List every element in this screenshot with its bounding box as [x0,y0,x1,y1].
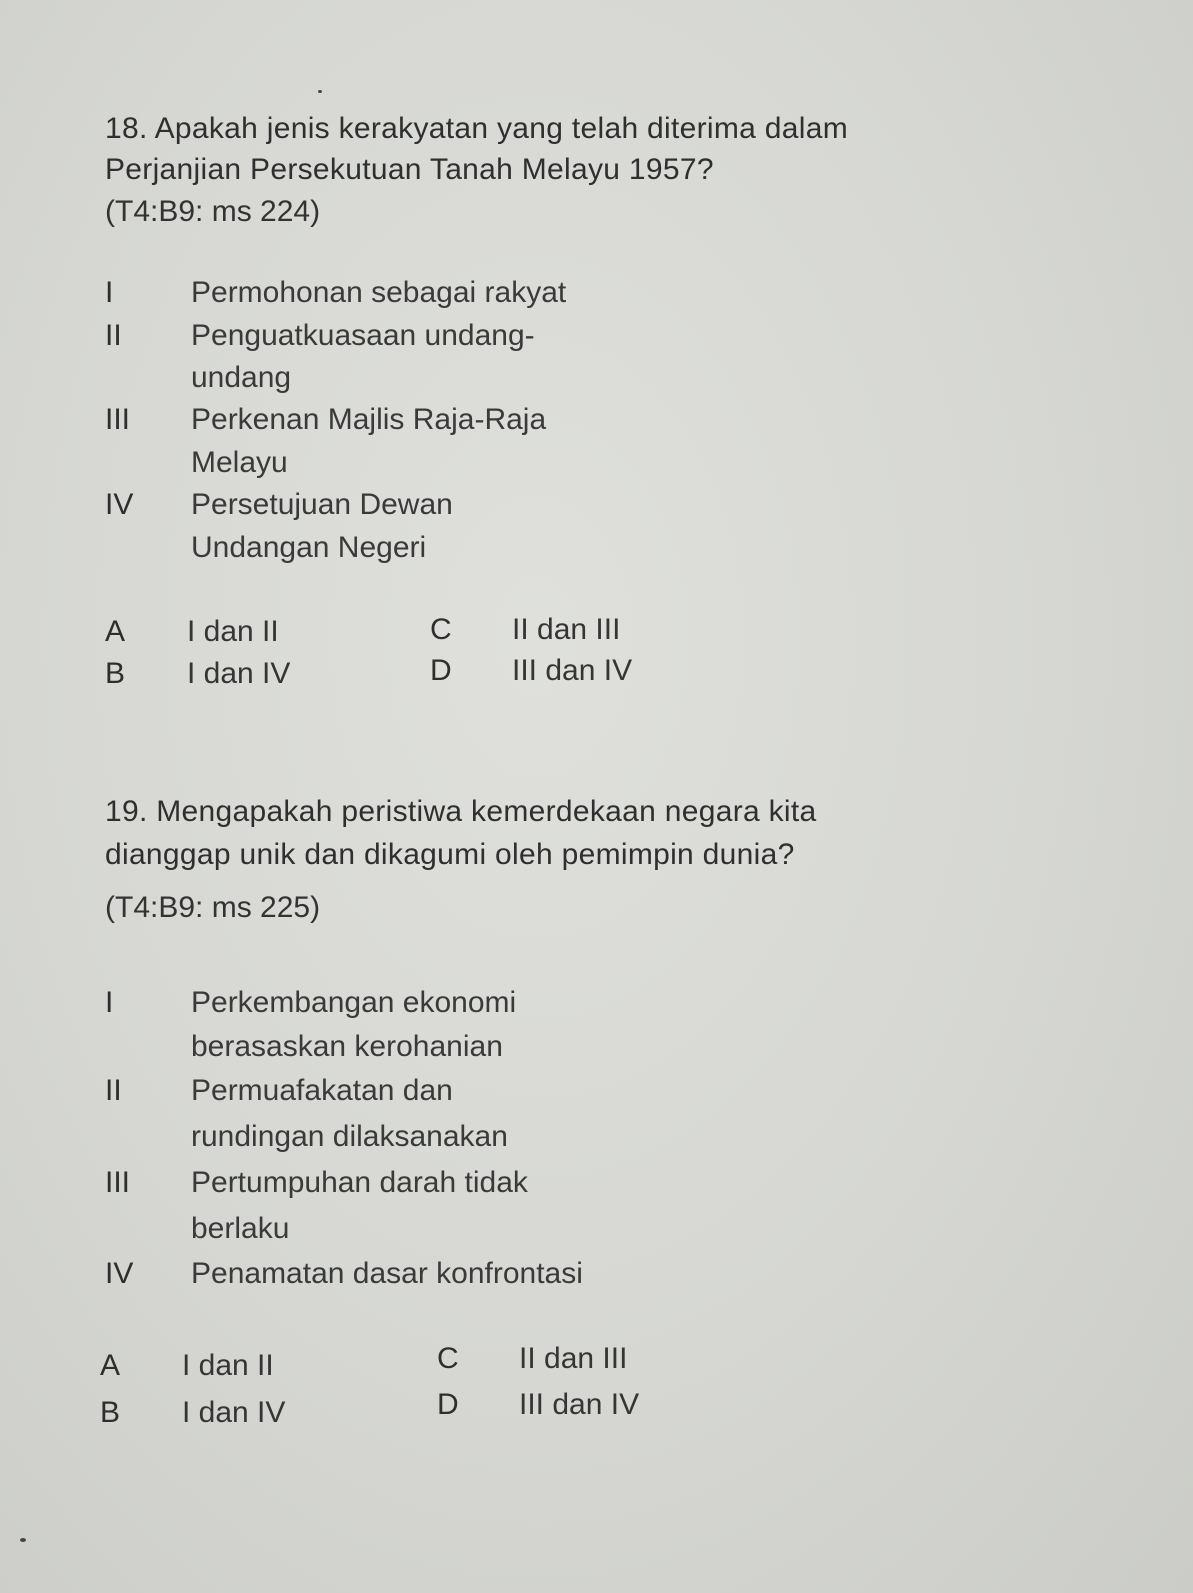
question-18-reference: (T4:B9: ms 224) [105,195,321,228]
statement-numeral: II [105,319,122,352]
statement-numeral: IV [105,1257,134,1290]
statement-numeral: I [105,276,114,309]
option-letter: C [430,613,452,646]
question-19-title-line-2: dianggap unik dan dikagumi oleh pemimpin dunia? [105,838,795,871]
statement-text-line: Melayu [191,446,288,479]
option-letter: A [105,615,126,648]
option-letter: D [437,1388,459,1421]
statement-text-line: Penguatkuasaan undang- [191,319,535,352]
option-text: III dan IV [512,654,633,687]
statement-numeral: I [105,986,114,1019]
statement-numeral: IV [105,488,134,521]
statement-numeral: III [105,403,131,436]
statement-text-line: Permohonan sebagai rakyat [191,276,567,309]
option-letter: B [105,657,126,690]
statement-text-line: berasaskan kerohanian [191,1030,503,1063]
option-letter: A [100,1349,121,1382]
statement-text-line: Perkembangan ekonomi [191,986,517,1019]
statement-numeral: III [105,1166,131,1199]
statement-text-line: berlaku [191,1212,290,1245]
option-text: III dan IV [519,1388,640,1421]
option-letter: D [430,654,452,687]
option-text: I dan II [182,1349,274,1382]
statement-numeral: II [105,1074,122,1107]
question-18-title-line-2: Perjanjian Persekutuan Tanah Melayu 1957? [105,153,714,186]
question-19-title-line-1: 19. Mengapakah peristiwa kemerdekaan negara kita [105,795,817,828]
option-text: I dan IV [182,1396,286,1429]
statement-text-line: rundingan dilaksanakan [191,1120,508,1153]
option-text: I dan IV [187,657,291,690]
question-19-reference: (T4:B9: ms 225) [105,891,321,924]
option-text: I dan II [187,615,279,648]
statement-text-line: Undangan Negeri [191,531,427,564]
option-letter: C [437,1342,459,1375]
option-text: II dan III [512,613,621,646]
question-18-title-line-1: 18. Apakah jenis kerakyatan yang telah diterima dalam [105,112,849,145]
option-text: II dan III [519,1342,628,1375]
paper-speck [318,90,322,93]
statement-text-line: Perkenan Majlis Raja-Raja [191,403,547,436]
statement-text-line: Persetujuan Dewan [191,488,453,521]
statement-text-line: Penamatan dasar konfrontasi [191,1257,583,1290]
paper-speck [20,1538,26,1542]
option-letter: B [100,1396,121,1429]
statement-text-line: Pertumpuhan darah tidak [191,1166,528,1199]
statement-text-line: Permuafakatan dan [191,1074,453,1107]
statement-text-line: undang [191,361,292,394]
